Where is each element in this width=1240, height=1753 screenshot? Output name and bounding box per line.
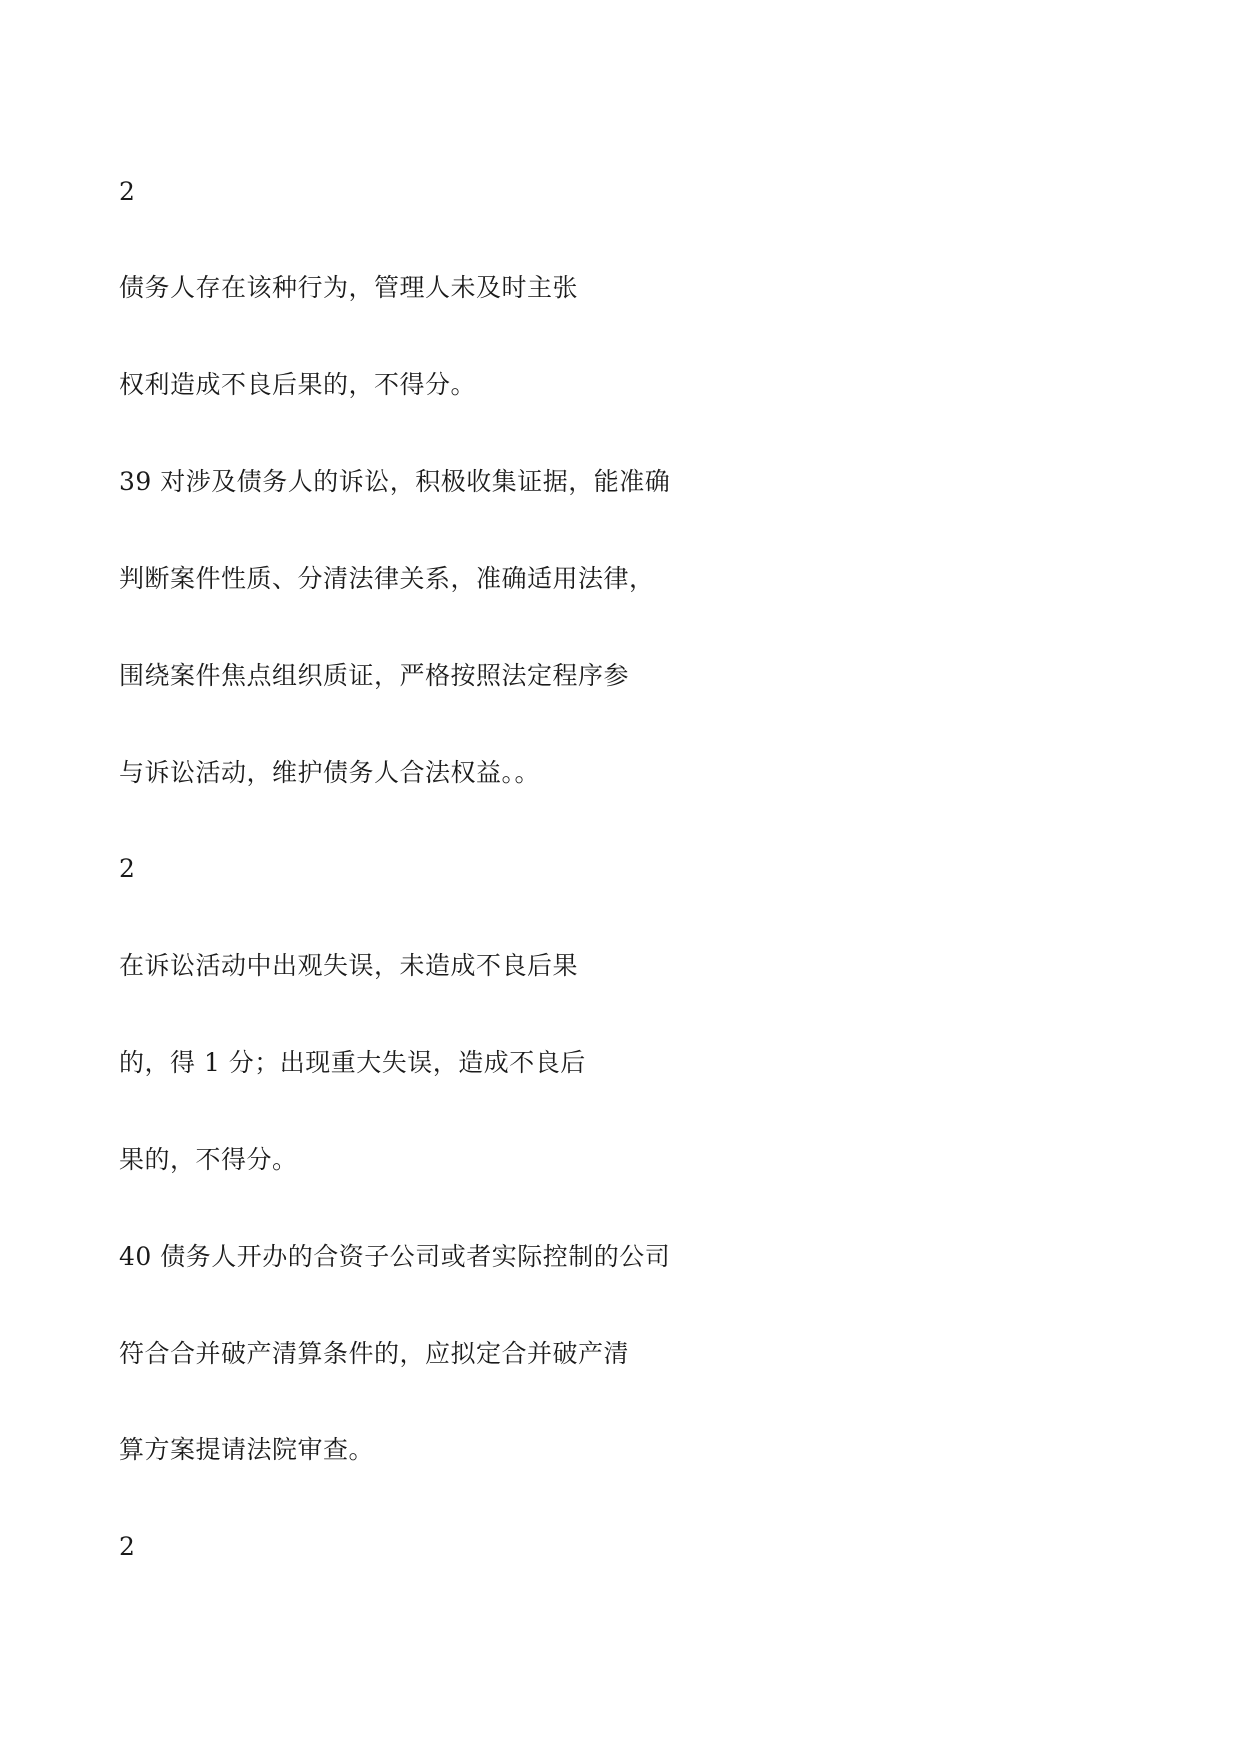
text-line: 债务人存在该种行为，管理人未及时主张 xyxy=(119,273,579,302)
text-line: 算方案提请法院审查。 xyxy=(119,1435,375,1464)
text-line: 与诉讼活动，维护债务人合法权益。。 xyxy=(119,758,541,787)
item-39-line: 39 对涉及债务人的诉讼，积极收集证据，能准确 xyxy=(119,467,671,496)
text-line: 的，得 1 分；出现重大失误，造成不良后 xyxy=(119,1048,586,1077)
text-line: 符合合并破产清算条件的，应拟定合并破产清 xyxy=(119,1339,630,1368)
text-line: 权利造成不良后果的，不得分。 xyxy=(119,370,477,399)
score-value: 2 xyxy=(119,1532,136,1561)
text-line: 果的，不得分。 xyxy=(119,1145,298,1174)
text-line: 围绕案件焦点组织质证，严格按照法定程序参 xyxy=(119,661,630,690)
item-40-line: 40 债务人开办的合资子公司或者实际控制的公司 xyxy=(119,1242,671,1271)
score-value: 2 xyxy=(119,854,136,883)
text-line: 在诉讼活动中出观失误，未造成不良后果 xyxy=(119,951,579,980)
score-value: 2 xyxy=(119,177,136,206)
text-line: 判断案件性质、分清法律关系，准确适用法律， xyxy=(119,564,655,593)
